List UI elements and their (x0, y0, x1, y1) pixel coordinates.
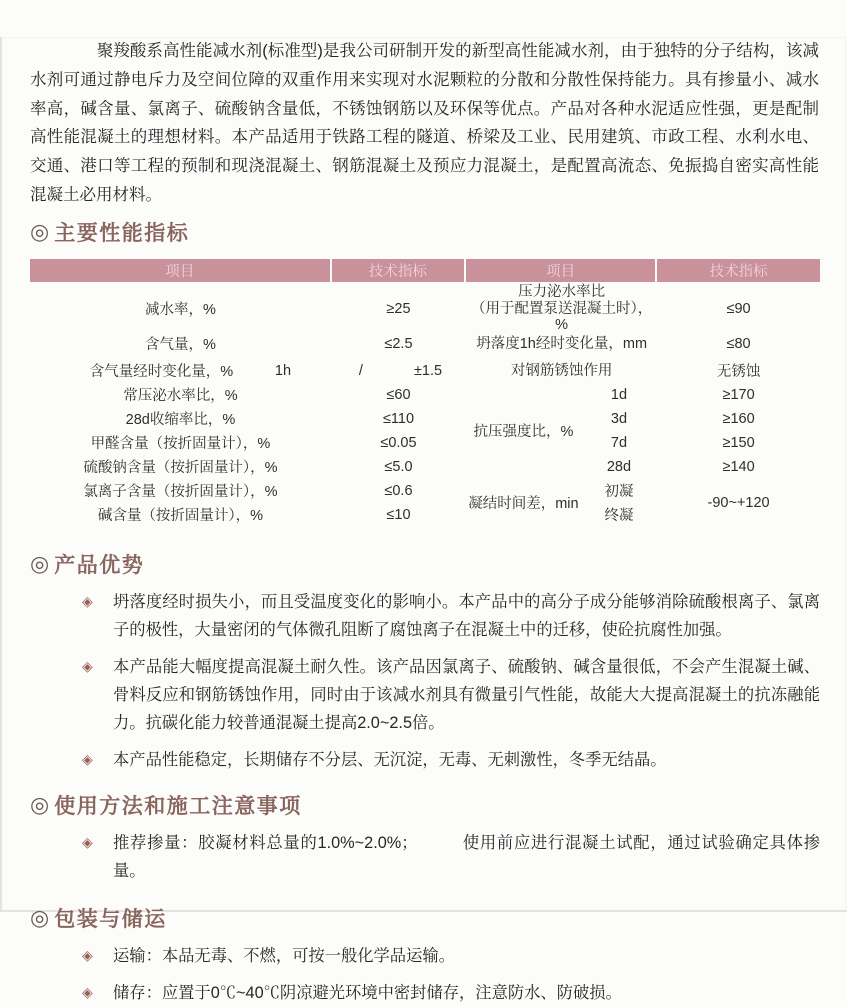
setting-time-value: -90~+120 (707, 494, 770, 511)
section-title-text: 包装与储运 (54, 907, 167, 931)
row-value: ≤80 (726, 335, 751, 352)
bullet-text: 运输：本品无毒、不燃，可按一般化学品运输。 (113, 946, 455, 965)
table-row (466, 359, 820, 383)
age-label: 3d (610, 410, 628, 427)
table-row (30, 479, 466, 503)
row-label (466, 284, 657, 334)
bullet-text: 本产品能大幅度提高混凝土耐久性。该产品因氯离子、硫酸钠、碱含量很低，不会产生混凝土碱、骨料反应和钢筋锈蚀作用，同时由于该减水剂具有微量引气性能，故能大大提高混凝土的抗冻融能力。抗碳化能力较普通混凝土提高2.0~2.5倍。 (113, 657, 820, 732)
advantages-list (82, 588, 820, 774)
row-value: ≤2.5 (384, 335, 413, 352)
row-label: 碱含量（按折固量计），% (97, 508, 264, 525)
age-label: 1d (610, 386, 628, 403)
header-cell-indicator-left: 技术指标 (332, 259, 466, 282)
diamond-bullet-icon: ◈ (82, 657, 93, 674)
initial-set-label: 初凝 (604, 484, 634, 501)
bullet-text: 储存：应置于0℃~40℃阴凉避光环境中密封储存，注意防水、防破损。 (113, 983, 622, 1002)
age-label: 7d (610, 434, 628, 451)
section-title-packaging (30, 903, 847, 933)
header-cell-item-left: 项目 (30, 259, 332, 282)
row-label (30, 360, 331, 381)
final-set-label: 终凝 (604, 508, 634, 525)
row-label: 对钢筋锈蚀作用 (510, 362, 613, 379)
diamond-bullet-icon: ◈ (82, 946, 93, 963)
table-row (30, 407, 466, 431)
setting-time-group (466, 479, 820, 527)
row-value: ≤0.05 (380, 434, 417, 451)
row-value: ≤110 (382, 410, 415, 427)
group-ages (581, 383, 657, 479)
section-title-text: 产品优势 (54, 553, 145, 577)
performance-table-left (30, 289, 466, 527)
section-title-text: 使用方法和施工注意事项 (54, 794, 302, 818)
row-value: ≤60 (386, 386, 411, 403)
bullet-text (113, 829, 820, 885)
packaging-list (82, 942, 820, 1007)
row-label-line2: （用于配置泵送混凝土时），% (471, 300, 653, 334)
row-value: ≤10 (386, 506, 411, 523)
diamond-bullet-icon: ◈ (82, 750, 93, 767)
section-marker-icon: ◎ (30, 550, 50, 576)
section-title-usage (30, 790, 847, 820)
row-label: 氯离子含量（按折固量计），% (83, 484, 278, 501)
group-phases (581, 479, 657, 527)
row-value: ≤90 (726, 300, 751, 317)
row-label: 含气量，% (144, 337, 216, 354)
strength-ratio-group (466, 383, 820, 479)
row-value (331, 363, 466, 379)
row-label: 硫酸钠含量（按折固量计），% (83, 460, 278, 477)
age-value: ≥170 (722, 386, 755, 403)
group-label: 抗压强度比，% (473, 424, 574, 441)
group-values (657, 383, 820, 479)
row-value: 无锈蚀 (716, 364, 761, 381)
header-cell-indicator-right: 技术指标 (709, 263, 768, 280)
row-label-line1: 压力泌水率比 (518, 284, 606, 301)
performance-table (30, 259, 820, 527)
table-row (30, 503, 466, 527)
table-row (30, 289, 466, 329)
list-item (82, 746, 820, 774)
bullet-text: 坍落度经时损失小，而且受温度变化的影响小。本产品中的高分子成分能够消除硫酸根离子、氯离子的极性，大量密闭的气体微孔阻断了腐蚀离子在混凝土中的迁移，使砼抗腐性加强。 (113, 592, 820, 639)
intro-paragraph: 聚羧酸系高性能减水剂(标准型)是我公司研制开发的新型高性能减水剂，由于独特的分子结构，该减水剂可通过静电斥力及空间位障的双重作用来实现对水泥颗粒的分散和分散性保持能力。具有掺量小、减水率高，碱含量、氯离子、硫酸钠含量低，不锈蚀钢筋以及环保等优点。产品对各种水泥适应性强，更是配制高性能混凝土的理想材料。本产品适用于铁路工程的隧道、桥梁及工业、民用建筑、市政工程、水利水电、交通、港口等工程的预制和现浇混凝土、钢筋混凝土及预应力混凝土，是配置高流态、免振捣自密实高性能混凝土必用材料。 (30, 42, 819, 204)
table-row (30, 329, 466, 359)
section-marker-icon: ◎ (30, 904, 50, 930)
section-marker-icon: ◎ (30, 791, 50, 817)
row-value: ≤5.0 (384, 458, 413, 475)
list-item (82, 979, 820, 1007)
trial-mix-note: 使用前应进行混凝土试配，通过试验确定具体掺量。 (113, 833, 820, 880)
section-title-text: 主要性能指标 (54, 221, 190, 245)
row-label: 减水率，% (144, 302, 216, 319)
row-value-text: ±1.5 (413, 362, 443, 379)
row-label-text: 含气量经时变化量，% (89, 364, 234, 381)
section-marker-icon: ◎ (30, 218, 50, 244)
table-row (30, 431, 466, 455)
row-label: 甲醛含量（按折固量计），% (90, 436, 271, 453)
age-label: 28d (606, 458, 632, 475)
table-row (30, 359, 466, 383)
diamond-bullet-icon: ◈ (82, 983, 93, 1000)
list-item (82, 653, 820, 737)
section-title-performance (30, 217, 847, 247)
row-sub-label: 1h (274, 362, 292, 379)
row-value: ≤0.6 (384, 482, 413, 499)
bullet-text: 本产品性能稳定，长期储存不分层、无沉淀，无毒、无刺激性，冬季无结晶。 (113, 750, 667, 769)
age-value: ≥140 (722, 458, 755, 475)
list-item (82, 942, 820, 970)
section-title-advantages (30, 549, 847, 579)
document-page (0, 37, 847, 1002)
diamond-bullet-icon: ◈ (82, 833, 93, 850)
list-item (82, 829, 820, 885)
table-row (30, 383, 466, 407)
header-cell-item-right: 项目 (466, 259, 657, 282)
group-label: 凝结时间差，min (468, 496, 579, 513)
diamond-bullet-icon: ◈ (82, 592, 93, 609)
performance-table-header (30, 259, 820, 282)
usage-list (82, 829, 820, 885)
row-label: 常压泌水率比，% (123, 388, 238, 405)
table-row (466, 284, 820, 334)
list-item (82, 588, 820, 644)
row-label: 28d收缩率比，% (125, 412, 236, 429)
row-label: 坍落度1h经时变化量，mm (476, 335, 648, 352)
table-row (30, 455, 466, 479)
performance-table-right (466, 284, 820, 527)
dosage-text: 推荐掺量：胶凝材料总量的1.0%~2.0%； (113, 833, 418, 852)
age-value: ≥160 (722, 410, 755, 427)
performance-table-body (30, 282, 820, 527)
age-value: ≥150 (722, 434, 755, 451)
row-slash: / (358, 362, 363, 379)
row-value: ≥25 (386, 300, 411, 317)
group-values (657, 479, 820, 527)
